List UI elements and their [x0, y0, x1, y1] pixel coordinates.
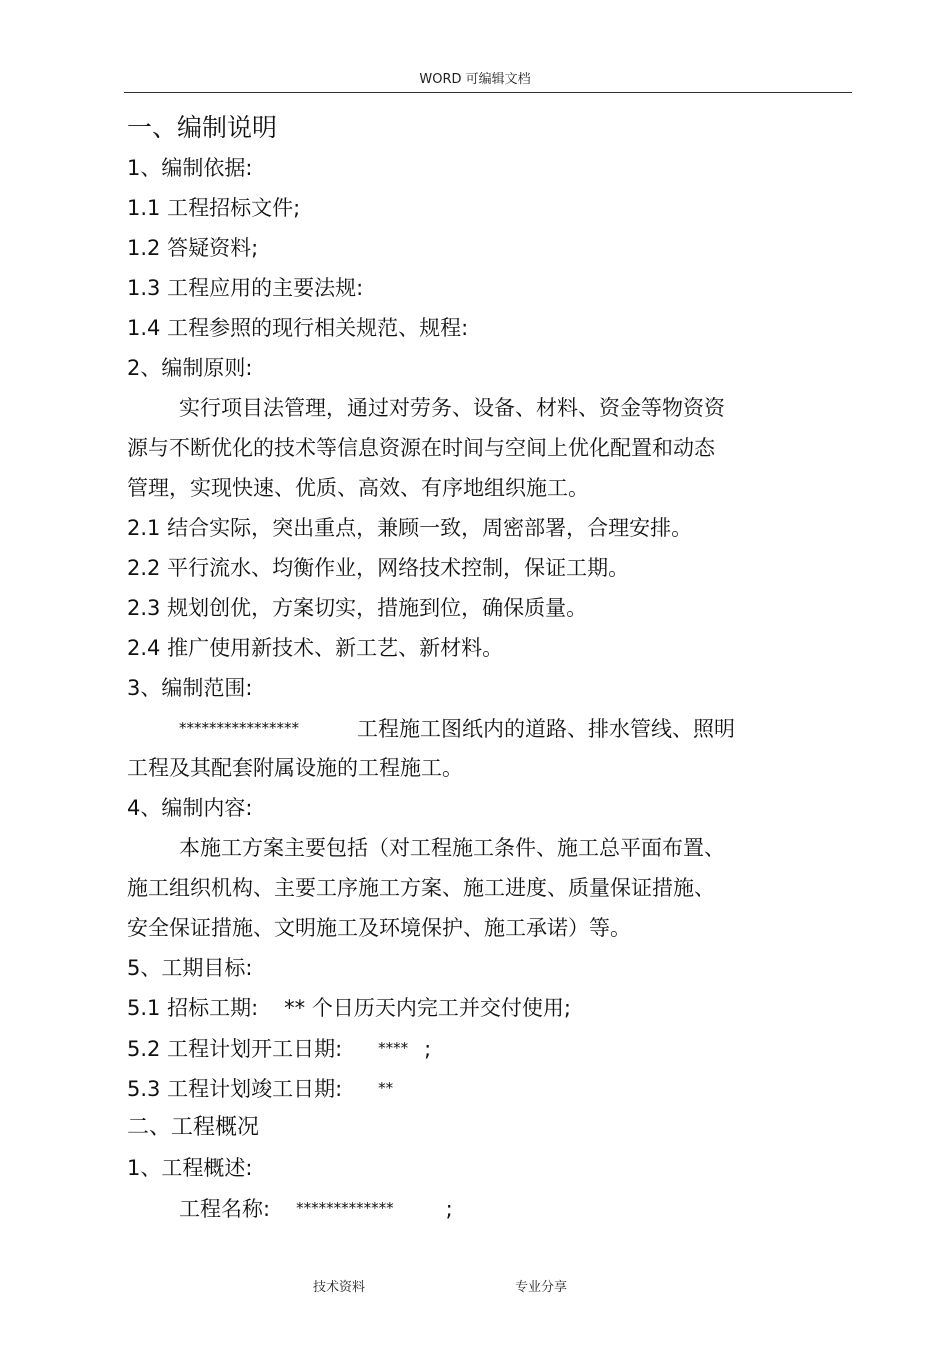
content-paragraph-line-2: 施工组织机构、主要工序施工方案、施工进度、质量保证措施、: [127, 876, 715, 900]
section-title-2: 二、工程概况: [127, 1115, 260, 1140]
project-name-line: [127, 1188, 827, 1228]
scope-paragraph-line-2: 工程及其配套附属设施的工程施工。: [127, 756, 463, 780]
heading-principles: 2、编制原则:: [127, 356, 253, 380]
item-2-2: 2.2 平行流水、均衡作业，网络技术控制，保证工期。: [127, 556, 630, 580]
item-2-1: 2.1 结合实际，突出重点，兼顾一致，周密部署，合理安排。: [127, 516, 693, 540]
footer-right: 专业分享: [515, 1280, 568, 1295]
heading-scope: 3、编制范围:: [127, 676, 253, 700]
item-5-1: [127, 988, 827, 1028]
document-body: [127, 108, 827, 1228]
project-name-value: *************: [296, 1199, 394, 1217]
content-paragraph-line-3: 安全保证措施、文明施工及环境保护、施工承诺）等。: [127, 916, 631, 940]
scope-paragraph-line-1: [127, 708, 827, 748]
project-name-end: ;: [445, 1197, 453, 1221]
principles-paragraph-line-2: 源与不断优化的技术等信息资源在时间与空间上优化配置和动态: [127, 436, 715, 460]
scope-text: 工程施工图纸内的道路、排水管线、照明: [357, 717, 735, 741]
heading-basis: 1、编制依据:: [127, 156, 253, 180]
section-title-1: 一、编制说明: [127, 113, 278, 142]
item-5-2-end: ;: [424, 1037, 432, 1061]
project-name-label: 工程名称:: [179, 1197, 271, 1221]
heading-overview: 1、工程概述:: [127, 1156, 253, 1180]
item-2-4: 2.4 推广使用新技术、新工艺、新材料。: [127, 636, 504, 660]
item-5-2: [127, 1028, 827, 1068]
item-5-2-label: 5.2 工程计划开工日期:: [127, 1037, 343, 1061]
header-rule: [124, 92, 852, 93]
item-1-1: 1.1 工程招标文件;: [127, 196, 301, 220]
principles-paragraph-line-3: 管理，实现快速、优质、高效、有序地组织施工。: [127, 476, 589, 500]
item-1-4: 1.4 工程参照的现行相关规范、规程:: [127, 316, 469, 340]
heading-content: 4、编制内容:: [127, 796, 253, 820]
item-2-3: 2.3 规划创优，方案切实，措施到位，确保质量。: [127, 596, 588, 620]
page-header: WORD 可编辑文档: [419, 72, 531, 87]
item-5-3: [127, 1068, 827, 1108]
heading-schedule: 5、工期目标:: [127, 956, 253, 980]
item-5-1-value: ** 个日历天内完工并交付使用;: [284, 996, 571, 1020]
item-1-2: 1.2 答疑资料;: [127, 236, 259, 260]
item-5-3-value: **: [378, 1079, 394, 1097]
content-paragraph-line-1: 本施工方案主要包括（对工程施工条件、施工总平面布置、: [179, 836, 725, 860]
item-1-3: 1.3 工程应用的主要法规:: [127, 276, 364, 300]
scope-project-placeholder: ****************: [179, 719, 299, 737]
item-5-3-label: 5.3 工程计划竣工日期:: [127, 1077, 343, 1101]
item-5-2-value: ****: [378, 1039, 409, 1057]
footer-left: 技术资料: [313, 1280, 366, 1295]
principles-paragraph-line-1: 实行项目法管理，通过对劳务、设备、材料、资金等物资资: [179, 396, 725, 420]
item-5-1-label: 5.1 招标工期:: [127, 996, 259, 1020]
